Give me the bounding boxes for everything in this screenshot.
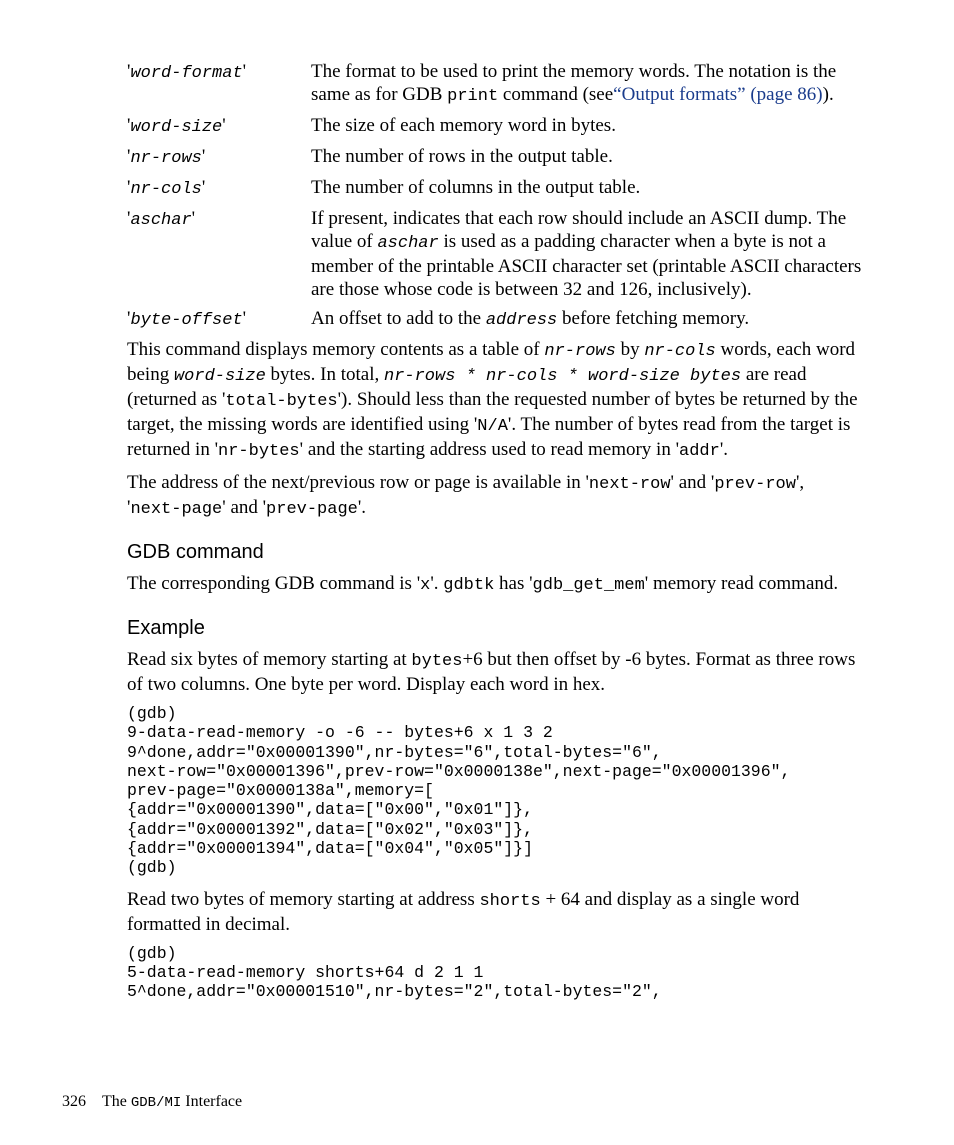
- text: +6 but then offset by -6 bytes. Format as three rows of two columns. One byte per word. Display each word in hex.: [127, 649, 856, 695]
- output-formats-link[interactable]: “Output formats” (page 86): [613, 84, 823, 105]
- code-block-example-2: (gdb) 5-data-read-memory shorts+64 d 2 1 1 5^done,addr="0x00001510",nr-bytes="2",total-bytes="2",: [127, 943, 662, 1002]
- text: command (see: [498, 84, 614, 105]
- term-code: aschar: [130, 211, 192, 230]
- definition-row: [127, 307, 862, 332]
- text: ' and ': [222, 497, 267, 518]
- code: total-bytes: [225, 392, 338, 411]
- text: '.: [430, 573, 444, 594]
- term: 'aschar': [127, 208, 196, 230]
- text: An offset to add to the: [311, 308, 486, 329]
- definition-row: [127, 60, 862, 108]
- text: ' and ': [670, 472, 715, 493]
- text: '). Should less than the requested number of bytes be returned by the target, the missing words are identified using ': [127, 389, 858, 435]
- code: N/A: [477, 417, 508, 436]
- text: Read two bytes of memory starting at address: [127, 888, 480, 910]
- text: '.: [719, 439, 729, 460]
- text: before fetching memory.: [557, 308, 750, 329]
- paragraph: [127, 648, 862, 696]
- text: ).: [822, 84, 834, 105]
- text: has ': [494, 573, 533, 594]
- code: word-size: [173, 367, 266, 386]
- code: print: [447, 87, 499, 106]
- definition: The size of each memory word in bytes.: [311, 115, 616, 136]
- definition-row: [127, 145, 862, 170]
- paragraph: [127, 572, 862, 597]
- text: ' memory read command.: [644, 573, 839, 594]
- text: '.: [357, 497, 367, 518]
- paragraph: [127, 888, 862, 936]
- text: The corresponding GDB command is ': [127, 573, 421, 594]
- paragraph: [127, 338, 862, 463]
- code: next-row: [588, 475, 671, 494]
- code: nr-bytes: [218, 442, 300, 461]
- term: 'word-size': [127, 115, 226, 137]
- code: address: [485, 311, 558, 330]
- term: 'byte-offset': [127, 308, 247, 330]
- code: next-page: [130, 500, 223, 519]
- parameter-definition-list: [127, 60, 862, 332]
- code: gdb_get_mem: [532, 576, 645, 595]
- definition: [311, 307, 862, 332]
- page-content: [127, 60, 862, 1012]
- term-code: word-format: [130, 64, 243, 83]
- term-code: nr-rows: [130, 149, 202, 168]
- term: 'nr-cols': [127, 177, 206, 199]
- definition: The number of columns in the output table.: [311, 177, 641, 198]
- text: The address of the next/previous row or page is available in ': [127, 472, 589, 493]
- code: bytes: [411, 652, 463, 671]
- text: by: [615, 339, 645, 360]
- paragraph: [127, 471, 862, 521]
- code: GDB/MI: [130, 1095, 182, 1111]
- definition-row: [127, 176, 862, 201]
- code: gdbtk: [443, 576, 495, 595]
- text: Interface: [181, 1093, 243, 1110]
- text: Read six bytes of memory starting at: [127, 649, 412, 670]
- code: addr: [679, 442, 720, 461]
- text: '. The number of bytes read from the target is returned in ': [127, 414, 851, 460]
- text: is used as a padding character when a byte is not a member of the printable ASCII character set (printable ASCII characters are those whose code is between 32 and 126, inclusively).: [311, 231, 862, 300]
- page-number: 326: [62, 1093, 86, 1110]
- section-heading-example: Example: [127, 617, 205, 639]
- text: words, each word being: [127, 339, 856, 385]
- text: + 64 and display as a single word formatted in decimal.: [127, 888, 800, 935]
- definition-row: [127, 207, 862, 301]
- code: aschar: [377, 234, 439, 253]
- page-footer: [62, 1093, 242, 1111]
- code: prev-page: [266, 500, 358, 519]
- definition: The number of rows in the output table.: [311, 146, 613, 167]
- definition: [311, 60, 862, 108]
- term: 'nr-rows': [127, 146, 206, 168]
- text: This command displays memory contents as a table of: [127, 339, 545, 360]
- code: shorts: [479, 891, 541, 911]
- term-code: word-size: [130, 118, 223, 137]
- term-code: nr-cols: [130, 180, 202, 199]
- term: 'word-format': [127, 61, 247, 83]
- definition-row: [127, 114, 862, 139]
- section-heading-gdb-command: GDB command: [127, 541, 264, 563]
- text: The format to be used to print the memory words. The notation is the same as for GDB: [311, 61, 837, 105]
- code: prev-row: [714, 475, 796, 494]
- code: nr-cols: [644, 342, 716, 361]
- code: nr-rows: [544, 342, 616, 361]
- text: If present, indicates that each row should include an ASCII dump. The value of: [311, 208, 847, 252]
- term-code: byte-offset: [130, 311, 243, 330]
- text: ' and the starting address used to read memory in ': [299, 439, 680, 460]
- text: The: [102, 1093, 131, 1110]
- text: bytes. In total,: [265, 364, 384, 385]
- definition: [311, 207, 862, 301]
- code-block-example-1: (gdb) 9-data-read-memory -o -6 -- bytes+6 x 1 3 2 9^done,addr="0x00001390",nr-bytes="6",total-bytes="6", next-row="0x00001396",prev-row="0x0000138e",next-page="0x00001396", prev-page="0x0000138a",memory=[ {addr="0x00001390",data=["0x00","0x01"]}, {addr="0x00001392",data=["0x02","0x03"]}, {addr="0x00001394",data=["0x04","0x05"]}] (gdb): [127, 704, 791, 878]
- text: ', ': [127, 472, 805, 518]
- text: are read (returned as ': [127, 364, 807, 410]
- code: x: [420, 576, 431, 595]
- code: nr-rows * nr-cols * word-size bytes: [384, 367, 742, 386]
